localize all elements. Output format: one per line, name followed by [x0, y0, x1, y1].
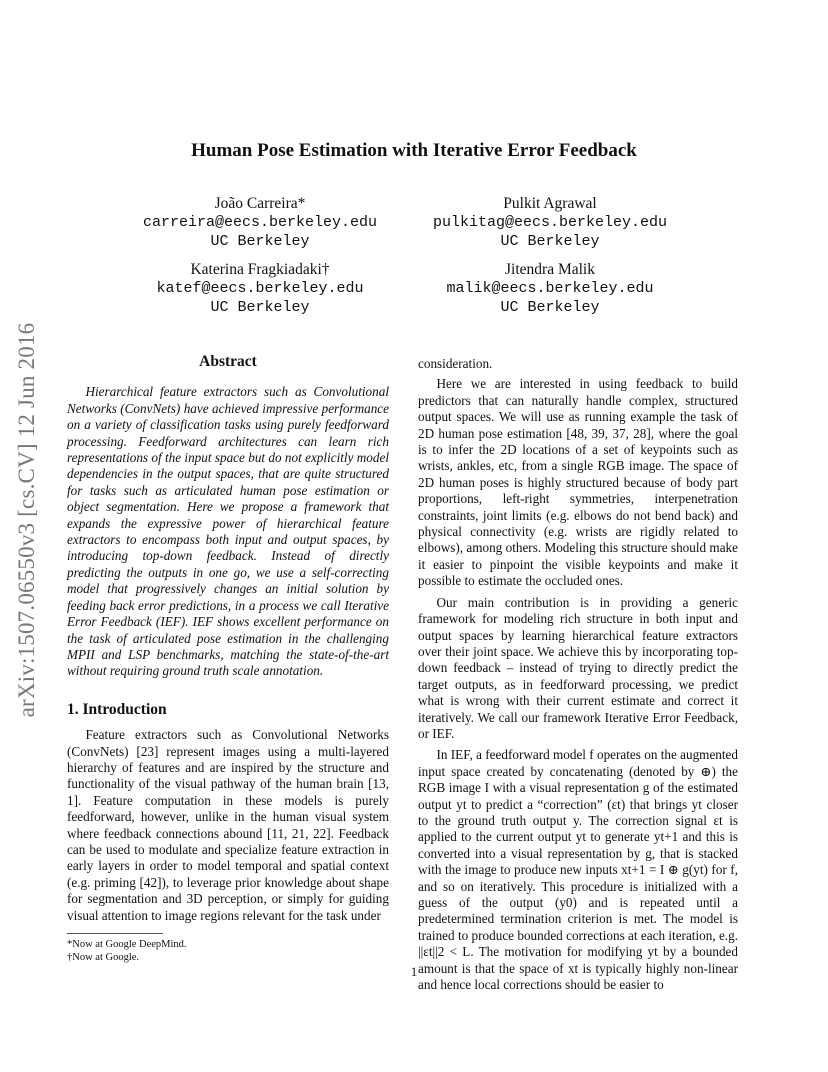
author-block: [110, 260, 410, 317]
author-affiliation: UC Berkeley: [210, 233, 310, 250]
author-email: malik@eecs.berkeley.edu: [446, 280, 654, 297]
author-name: Pulkit Agrawal: [503, 195, 597, 212]
arxiv-id: arXiv:1507.06550v3 [cs.CV] 12 Jun 2016: [14, 322, 39, 718]
body-paragraph: In IEF, a feedforward model f operates on the augmented input space created by concatenating (denoted by ⊕) the RGB image I with a visual representation g of the estimated output yt to predict a “correction” (εt) that brings yt closer to the ground truth output y. The correction signal εt is applied to the current output yt to generate yt+1 and this is converted into a visual representation by g, that is stacked with the image to produce new inputs xt+1 = I ⊕ g(yt) for f, and so on iteratively. This procedure is initialized with a guess of the output (y0) and is repeated until a predetermined termination criterion is met. The model is trained to produce bounded corrections at each iteration, e.g. ||εt||2 < L. The motivation for modifying yt by a bounded amount is that the space of xt is typically highly non-linear and hence local corrections should be easier to: [418, 747, 738, 993]
arxiv-sidebar: [2, 280, 52, 760]
body-paragraph: consideration.: [418, 356, 493, 371]
body-paragraph: Our main contribution is in providing a generic framework for modeling rich structure in both input and output spaces by learning hierarchical feature extractors over their joint space. We achieve this by incorporating top-down feedback – instead of trying to directly predict the target outputs, as in feedforward processing, we predict what is wrong with their current estimate and correct it iteratively. We call our framework Iterative Error Feedback, or IEF.: [418, 594, 738, 741]
author-affiliation: UC Berkeley: [500, 299, 600, 316]
page-number: 1: [410, 964, 418, 979]
intro-heading: 1. Introduction: [67, 700, 167, 718]
author-affiliation: UC Berkeley: [500, 233, 600, 250]
author-email: katef@eecs.berkeley.edu: [156, 280, 364, 297]
intro-paragraph: Feature extractors such as Convolutional Networks (ConvNets) [23] represent images using a multi-layered hierarchy of features and are inspired by the structure and functionality of the visual pathway of the human brain [13, 1]. Feature computation in these models is purely feedforward, however, unlike in the human visual system where feedback connections abound [11, 21, 22]. Feedback can be used to modulate and specialize feature extraction in early layers in order to model temporal and spatial context (e.g. priming [42]), to leverage prior knowledge about shape for segmentation and 3D perception, or simply for guiding visual attention to image regions relevant for the task under: [67, 727, 389, 923]
author-name: Jitendra Malik: [505, 261, 595, 278]
author-name: João Carreira*: [214, 195, 306, 212]
footnote-rule: [67, 933, 163, 934]
right-column: [418, 356, 738, 993]
author-email: pulkitag@eecs.berkeley.edu: [432, 214, 668, 231]
author-name: Katerina Fragkiadaki†: [190, 261, 330, 278]
footnote: †Now at Google.: [67, 952, 140, 963]
author-block: [110, 194, 410, 251]
abstract-heading: Abstract: [199, 353, 257, 370]
author-email: carreira@eecs.berkeley.edu: [142, 214, 378, 231]
footnote: *Now at Google DeepMind.: [67, 939, 187, 950]
author-affiliation: UC Berkeley: [210, 299, 310, 316]
author-block: [400, 260, 700, 317]
paper-title: Human Pose Estimation with Iterative Error Feedback: [191, 140, 637, 161]
body-paragraph: Here we are interested in using feedback to build predictors that can naturally handle complex, structured output spaces. We will use as running example the task of 2D human pose estimation [48, 39, 37, 28], where the goal is to infer the 2D locations of a set of keypoints such as wrists, ankles, etc, from a single RGB image. The space of 2D human poses is highly structured because of body part proportions, left-right symmetries, interpenetration constraints, joint limits (e.g. elbows do not bend back) and physical connectivity (e.g. wrists are rigidly related to elbows), among others. Modeling this structure should make it easier to pinpoint the visible keypoints and make it possible to estimate the occluded ones.: [418, 376, 738, 589]
abstract-text: Hierarchical feature extractors such as Convolutional Networks (ConvNets) have achieved impressive performance on a variety of classification tasks using purely feedforward processing. Feedforward architectures can learn rich representations of the input space but do not explicitly model dependencies in the output spaces, that are quite structured for tasks such as articulated human pose estimation or object segmentation. Here we propose a framework that expands the expressive power of hierarchical feature extractors to encompass both input and output spaces, by introducing top-down feedback. Instead of directly predicting the outputs in one go, we use a self-correcting model that progressively changes an initial solution by feeding back error predictions, in a process we call Iterative Error Feedback (IEF). IEF shows excellent performance on the task of articulated pose estimation in the challenging MPII and LSP benchmarks, matching the state-of-the-art without requiring ground truth scale annotation.: [67, 384, 389, 679]
left-column: [67, 354, 389, 924]
author-block: [400, 194, 700, 251]
